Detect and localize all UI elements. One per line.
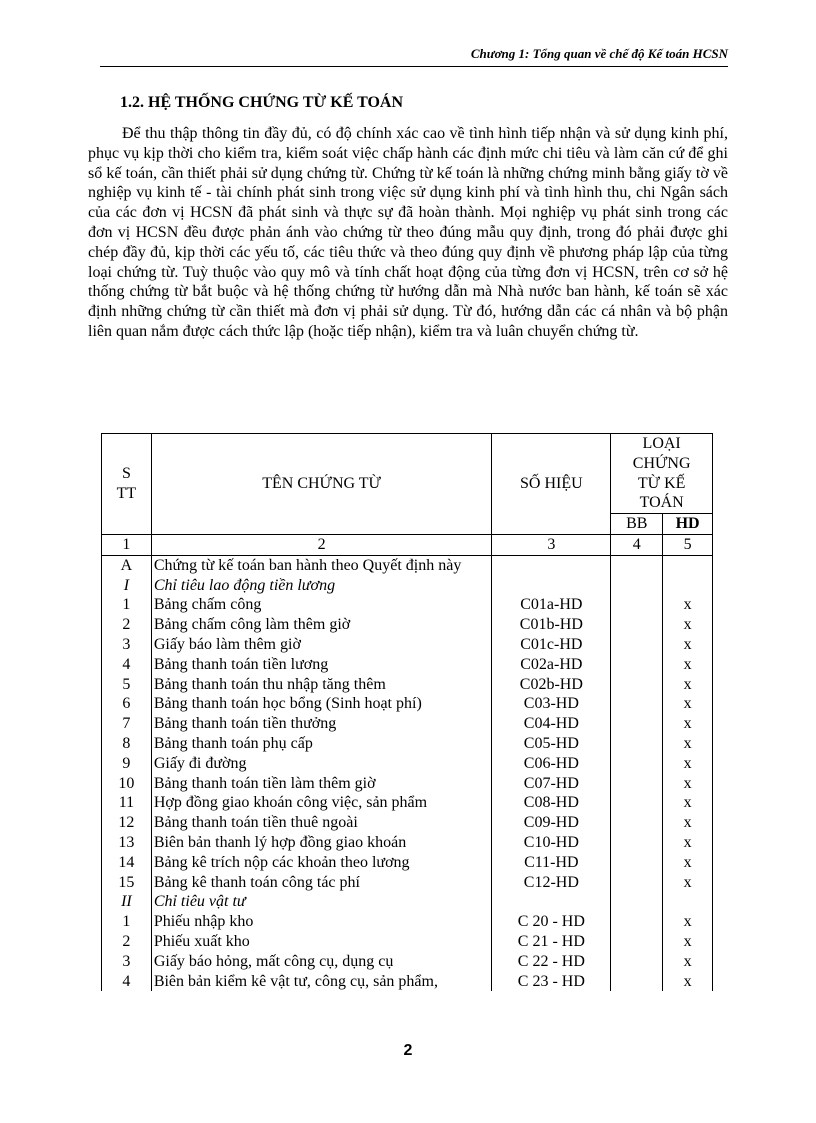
- row-name: Giấy báo hỏng, mất công cụ, dụng cụ: [151, 952, 492, 972]
- row-code: C 22 - HD: [492, 952, 611, 972]
- colnum-1: 1: [102, 534, 152, 555]
- table-row: [102, 972, 713, 992]
- row-hd: x: [663, 833, 713, 853]
- row-bb: [611, 714, 663, 734]
- row-name: Phiếu nhập kho: [151, 912, 492, 932]
- row-stt: 8: [102, 734, 152, 754]
- table-row: [102, 754, 713, 774]
- table-row: [102, 595, 713, 615]
- row-hd: x: [663, 774, 713, 794]
- table-row: [102, 714, 713, 734]
- colnum-5: 5: [663, 534, 713, 555]
- row-name: Bảng thanh toán tiền làm thêm giờ: [151, 774, 492, 794]
- row-hd: x: [663, 813, 713, 833]
- row-bb: [611, 873, 663, 893]
- row-hd: x: [663, 912, 713, 932]
- row-bb: [611, 813, 663, 833]
- header-name: TÊN CHỨNG TỪ: [151, 434, 492, 535]
- row-bb: [611, 655, 663, 675]
- header-stt: S TT: [102, 434, 152, 535]
- row-bb: [611, 595, 663, 615]
- header-code: SỐ HIỆU: [492, 434, 611, 535]
- row-bb: [611, 932, 663, 952]
- row-name: Bảng thanh toán tiền thưởng: [151, 714, 492, 734]
- row-hd: x: [663, 635, 713, 655]
- row-code: C02a-HD: [492, 655, 611, 675]
- row-hd: x: [663, 595, 713, 615]
- row-name: Chứng từ kế toán ban hành theo Quyết định này: [151, 555, 492, 575]
- row-bb: [611, 734, 663, 754]
- row-bb: [611, 694, 663, 714]
- colnum-2: 2: [151, 534, 492, 555]
- row-bb: [611, 635, 663, 655]
- row-hd: x: [663, 615, 713, 635]
- row-code: C02b-HD: [492, 675, 611, 695]
- row-code: C05-HD: [492, 734, 611, 754]
- row-stt: 2: [102, 932, 152, 952]
- row-name: Bảng thanh toán tiền lương: [151, 655, 492, 675]
- table-row: [102, 675, 713, 695]
- row-stt: II: [102, 892, 152, 912]
- table-row: [102, 615, 713, 635]
- row-code: C09-HD: [492, 813, 611, 833]
- running-header: Chương 1: Tổng quan về chế độ Kế toán HCSN: [100, 46, 728, 67]
- row-hd: x: [663, 793, 713, 813]
- row-hd: x: [663, 873, 713, 893]
- colnum-3: 3: [492, 534, 611, 555]
- row-name: Chỉ tiêu vật tư: [151, 892, 492, 912]
- row-bb: [611, 754, 663, 774]
- row-name: Hợp đồng giao khoán công việc, sản phẩm: [151, 793, 492, 813]
- table-row: [102, 833, 713, 853]
- document-types-table: [101, 433, 713, 991]
- row-stt: 3: [102, 952, 152, 972]
- row-code: C01c-HD: [492, 635, 611, 655]
- row-hd: x: [663, 952, 713, 972]
- row-code: C 23 - HD: [492, 972, 611, 992]
- table-row: [102, 912, 713, 932]
- row-code: C11-HD: [492, 853, 611, 873]
- row-stt: 1: [102, 595, 152, 615]
- row-stt: 14: [102, 853, 152, 873]
- row-bb: [611, 576, 663, 596]
- row-code: C 20 - HD: [492, 912, 611, 932]
- row-hd: x: [663, 972, 713, 992]
- page-number: 2: [403, 1042, 413, 1059]
- row-stt: 13: [102, 833, 152, 853]
- colnum-4: 4: [611, 534, 663, 555]
- row-stt: 6: [102, 694, 152, 714]
- row-hd: x: [663, 655, 713, 675]
- row-bb: [611, 972, 663, 992]
- row-name: Biên bản thanh lý hợp đồng giao khoán: [151, 833, 492, 853]
- row-code: [492, 892, 611, 912]
- row-hd: x: [663, 932, 713, 952]
- row-code: C10-HD: [492, 833, 611, 853]
- row-name: Chỉ tiêu lao động tiền lương: [151, 576, 492, 596]
- row-name: Bảng kê trích nộp các khoản theo lương: [151, 853, 492, 873]
- row-hd: x: [663, 714, 713, 734]
- row-hd: x: [663, 734, 713, 754]
- section-title: 1.2. HỆ THỐNG CHỨNG TỪ KẾ TOÁN: [120, 94, 404, 111]
- row-bb: [611, 892, 663, 912]
- table-row: [102, 853, 713, 873]
- row-name: Giấy đi đường: [151, 754, 492, 774]
- intro-paragraph: Để thu thập thông tin đầy đủ, có độ chính xác cao về tình hình tiếp nhận và sử dụng kinh phí, phục vụ kịp thời cho kiểm tra, kiểm soát việc chấp hành các định mức chi tiêu và làm căn cứ để ghi sổ kế toán, cần thiết phải sử dụng chứng từ. Chứng từ kế toán là những chứng minh bằng giấy tờ về nghiệp vụ kinh tế - tài chính phát sinh trong việc sử dụng kinh phí và tình hình thu, chi Ngân sách của các đơn vị HCSN đã phát sinh và thực sự đã hoàn thành. Mọi nghiệp vụ phát sinh trong các đơn vị HCSN đều được phản ánh vào chứng từ theo đúng mẫu quy định, trong đó phải được ghi chép đầy đủ, kịp thời các yếu tố, các tiêu thức và theo đúng quy định về phương pháp lập của từng loại chứng từ. Tuỳ thuộc vào quy mô và tính chất hoạt động của từng đơn vị HCSN, trên cơ sở hệ thống chứng từ bắt buộc và hệ thống chứng từ hướng dẫn mà Nhà nước ban hành, kế toán sẽ xác định những chứng từ cần thiết mà đơn vị phải sử dụng. Từ đó, hướng dẫn các cá nhân và bộ phận liên quan nắm được cách thức lập (hoặc tiếp nhận), kiểm tra và luân chuyển chứng từ.: [88, 125, 728, 340]
- row-name: Bảng chấm công làm thêm giờ: [151, 615, 492, 635]
- header-type: LOẠI CHỨNG TỪ KẾ TOÁN: [611, 434, 713, 514]
- row-stt: 4: [102, 655, 152, 675]
- row-name: Bảng thanh toán tiền thuê ngoài: [151, 813, 492, 833]
- row-code: C07-HD: [492, 774, 611, 794]
- row-hd: [663, 555, 713, 575]
- row-code: [492, 555, 611, 575]
- column-number-row: [102, 534, 713, 555]
- table-row: [102, 655, 713, 675]
- row-code: C01a-HD: [492, 595, 611, 615]
- row-bb: [611, 615, 663, 635]
- row-stt: 2: [102, 615, 152, 635]
- row-stt: 1: [102, 912, 152, 932]
- row-bb: [611, 833, 663, 853]
- row-name: Phiếu xuất kho: [151, 932, 492, 952]
- row-bb: [611, 952, 663, 972]
- header-bb: BB: [611, 514, 663, 535]
- row-name: Bảng kê thanh toán công tác phí: [151, 873, 492, 893]
- table-row: [102, 952, 713, 972]
- table-row: [102, 635, 713, 655]
- header-hd: HD: [663, 514, 713, 535]
- row-code: C 21 - HD: [492, 932, 611, 952]
- row-name: Bảng thanh toán thu nhập tăng thêm: [151, 675, 492, 695]
- row-stt: 12: [102, 813, 152, 833]
- row-code: C04-HD: [492, 714, 611, 734]
- row-hd: [663, 892, 713, 912]
- row-stt: A: [102, 555, 152, 575]
- row-code: C03-HD: [492, 694, 611, 714]
- row-stt: I: [102, 576, 152, 596]
- row-hd: x: [663, 853, 713, 873]
- row-name: Bảng thanh toán học bổng (Sinh hoạt phí): [151, 694, 492, 714]
- table-row: [102, 892, 713, 912]
- row-code: C01b-HD: [492, 615, 611, 635]
- table-row: [102, 555, 713, 575]
- row-hd: [663, 576, 713, 596]
- row-bb: [611, 853, 663, 873]
- row-code: C06-HD: [492, 754, 611, 774]
- row-stt: 9: [102, 754, 152, 774]
- table-row: [102, 734, 713, 754]
- table-row: [102, 813, 713, 833]
- row-stt: 5: [102, 675, 152, 695]
- table-row: [102, 576, 713, 596]
- row-bb: [611, 675, 663, 695]
- row-bb: [611, 555, 663, 575]
- table-row: [102, 873, 713, 893]
- row-name: Giấy báo làm thêm giờ: [151, 635, 492, 655]
- row-code: C08-HD: [492, 793, 611, 813]
- row-hd: x: [663, 694, 713, 714]
- row-stt: 11: [102, 793, 152, 813]
- table-row: [102, 793, 713, 813]
- row-code: C12-HD: [492, 873, 611, 893]
- row-name: Bảng chấm công: [151, 595, 492, 615]
- row-hd: x: [663, 754, 713, 774]
- row-stt: 7: [102, 714, 152, 734]
- table-body: [102, 534, 713, 991]
- table-row: [102, 932, 713, 952]
- row-bb: [611, 774, 663, 794]
- row-stt: 4: [102, 972, 152, 992]
- table-row: [102, 774, 713, 794]
- row-stt: 10: [102, 774, 152, 794]
- row-name: Biên bản kiểm kê vật tư, công cụ, sản phẩm,: [151, 972, 492, 992]
- row-hd: x: [663, 675, 713, 695]
- row-bb: [611, 912, 663, 932]
- row-code: [492, 576, 611, 596]
- row-stt: 15: [102, 873, 152, 893]
- table-row: [102, 694, 713, 714]
- row-stt: 3: [102, 635, 152, 655]
- row-bb: [611, 793, 663, 813]
- row-name: Bảng thanh toán phụ cấp: [151, 734, 492, 754]
